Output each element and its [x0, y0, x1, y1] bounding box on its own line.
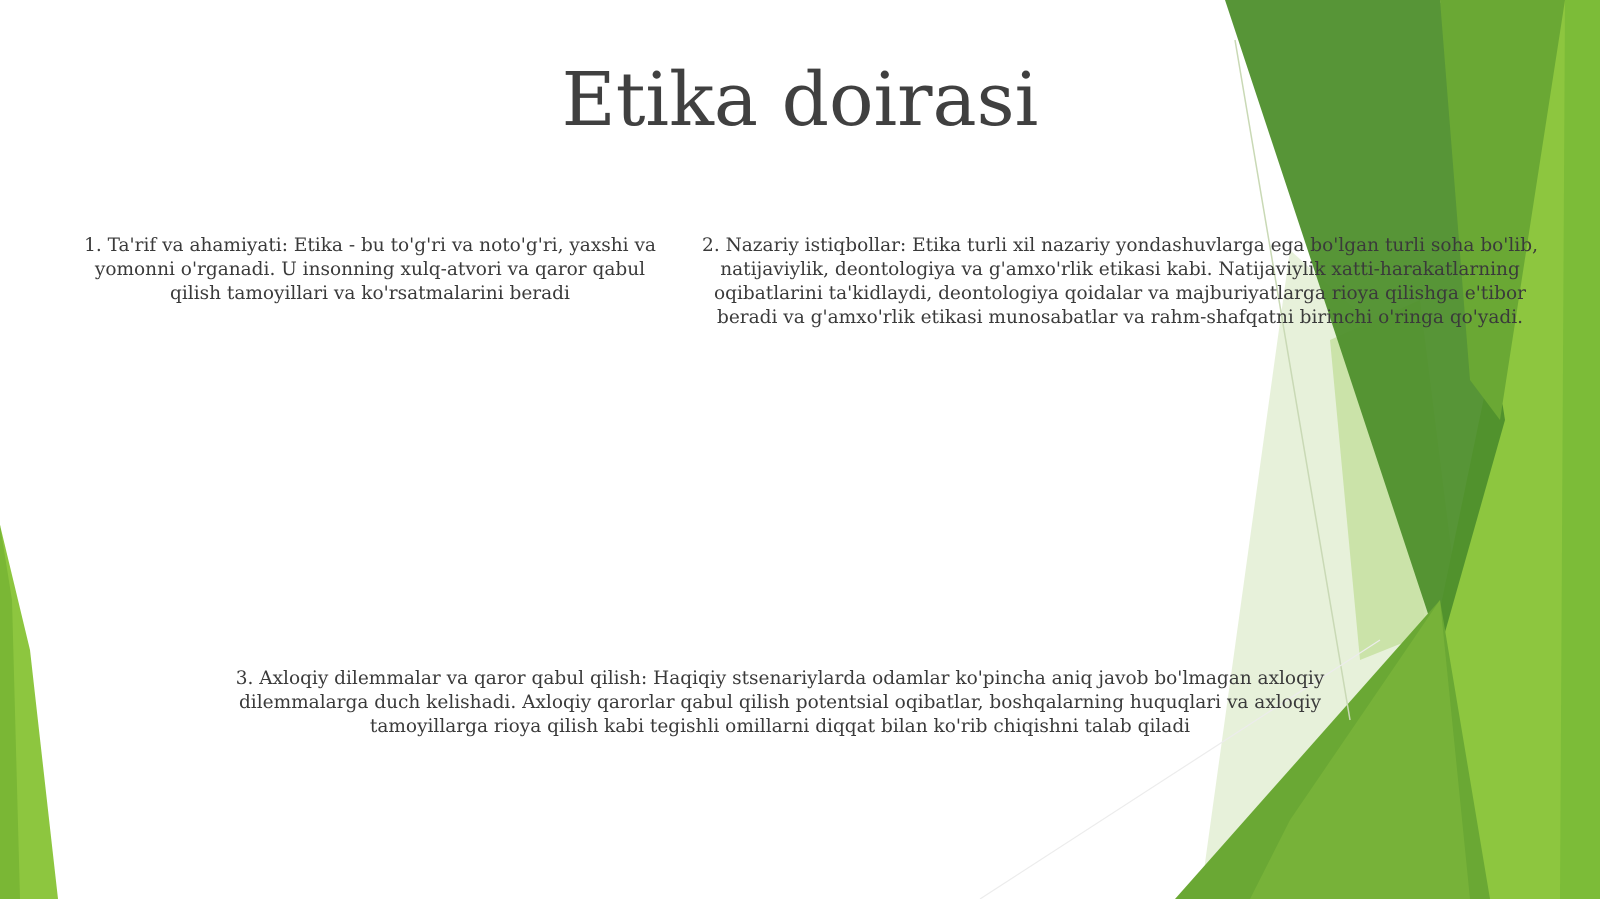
point-definition: 1. Ta'rif va ahamiyati: Etika - bu to'g'ri va noto'g'ri, yaxshi va yomonni o'rganadi. U insonning xulq-atvori va qaror qabul qilish tamoyillari va ko'rsatmalarini beradi — [84, 235, 656, 304]
slide-title: Etika doirasi — [561, 57, 1039, 143]
right-bright-edge — [1560, 0, 1600, 899]
point-ethical-dilemmas: 3. Axloqiy dilemmalar va qaror qabul qilish: Haqiqiy stsenariylarda odamlar ko'pincha aniq javob bo'lmagan axloqiy dilemmalarga duch kelishadi. Axloqiy qarorlar qabul qilish potentsial oqibatlar, boshqalarning huquqlari va axloqiy tamoyillarga rioya qilish kabi tegishli omillarni diqqat bilan ko'rib chiqishni talab qiladi — [235, 668, 1325, 737]
point-theoretical-perspectives: 2. Nazariy istiqbollar: Etika turli xil nazariy yondashuvlarga ega bo'lgan turli soha bo'lib, natijaviylik, deontologiya va g'amxo'rlik etikasi kabi. Natijaviylik xatti-harakatlarning oqibatlarini ta'kidlaydi, deontologiya qoidalar va majburiyatlarga rioya qilishga e'tibor beradi va g'amxo'rlik etikasi munosabatlar va rahm-shafqatni birinchi o'ringa qo'yadi. — [702, 235, 1538, 328]
